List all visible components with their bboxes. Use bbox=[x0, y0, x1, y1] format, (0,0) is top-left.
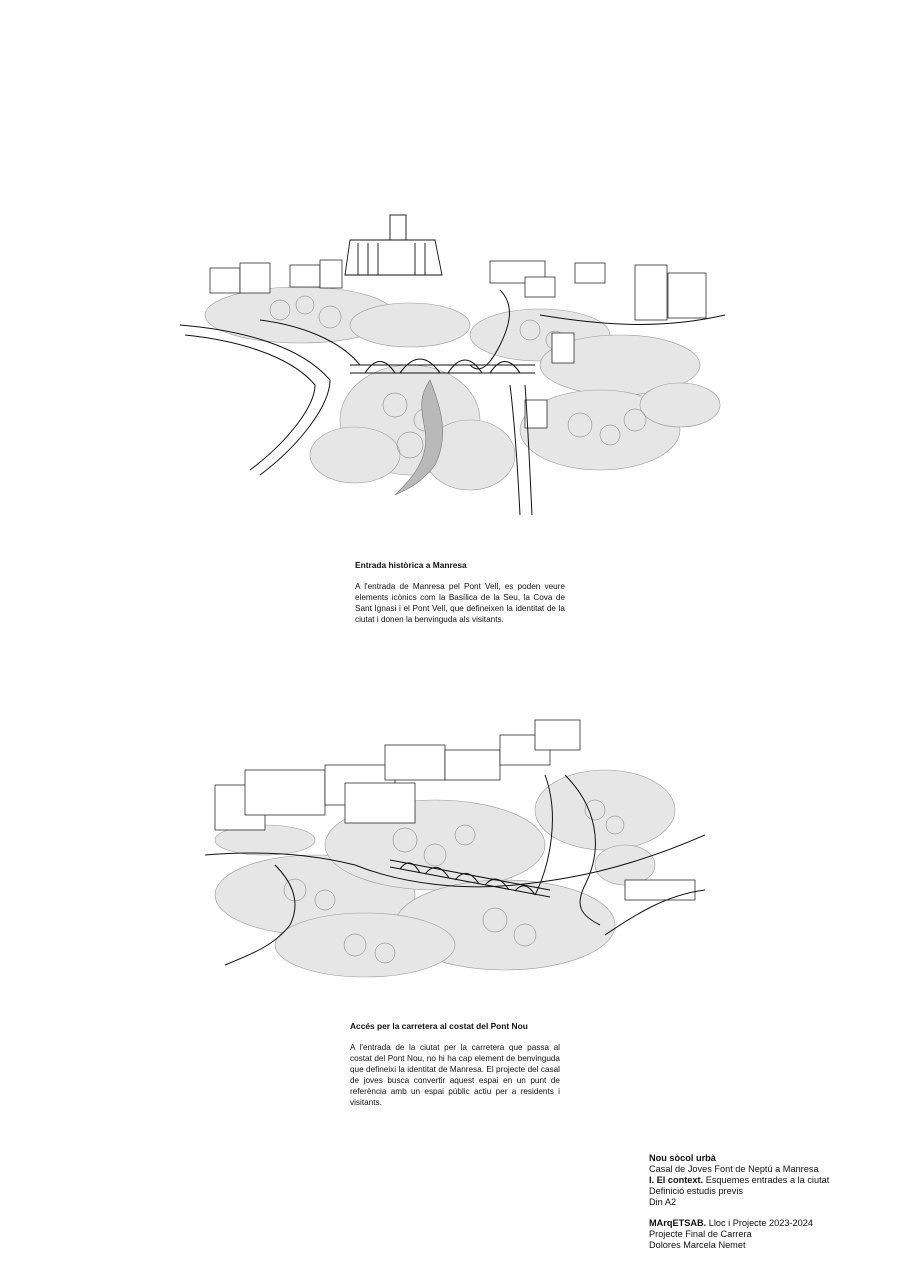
sketch-historic-entrance bbox=[180, 205, 730, 520]
caption-heading: Accés per la carretera al costat del Pont Nou bbox=[350, 1021, 528, 1031]
author: Dolores Marcela Nemet bbox=[649, 1240, 746, 1250]
project-name bbox=[649, 1153, 894, 1164]
title-block bbox=[649, 1153, 894, 1251]
sketch-road-entrance-drawing bbox=[205, 715, 705, 985]
course: Projecte Final de Carrera bbox=[649, 1229, 752, 1239]
phase: Definició estudis previs bbox=[649, 1186, 743, 1196]
section-line bbox=[649, 1175, 894, 1186]
sketch-road-entrance bbox=[205, 715, 705, 985]
caption-historic-entrance bbox=[355, 560, 565, 625]
section-bold: I. El context. bbox=[649, 1175, 704, 1185]
school-rest: Lloc i Projecte 2023-2024 bbox=[708, 1218, 813, 1228]
school-line bbox=[649, 1218, 894, 1229]
caption-body: A l'entrada de Manresa pel Pont Vell, es poden veure elements icònics com la Basílica de la Seu, la Cova de Sant Ignasi i el Pont Vell, que defineixen la identitat de la ciutat i donen la benvinguda als visitants. bbox=[355, 582, 565, 624]
school-bold: MArqETSAB. bbox=[649, 1218, 707, 1228]
sketch-historic-entrance-drawing bbox=[180, 205, 730, 520]
caption-heading: Entrada històrica a Manresa bbox=[355, 560, 467, 570]
project-subtitle: Casal de Joves Font de Neptú a Manresa bbox=[649, 1164, 819, 1174]
caption-body: A l'entrada de la ciutat per la carretera que passa al costat del Pont Nou, no hi ha cap element de benvinguda que defineixi la identitat de Manresa. El projecte del casal de joves busca convertir aquest espai en un punt de referència amb un espai públic actiu per a residents i visitants. bbox=[350, 1043, 560, 1107]
format: Din A2 bbox=[649, 1197, 677, 1207]
project-name-text: Nou sòcol urbà bbox=[649, 1153, 716, 1163]
caption-road-entrance bbox=[350, 1021, 560, 1108]
section-rest: Esquemes entrades a la ciutat bbox=[705, 1175, 830, 1185]
